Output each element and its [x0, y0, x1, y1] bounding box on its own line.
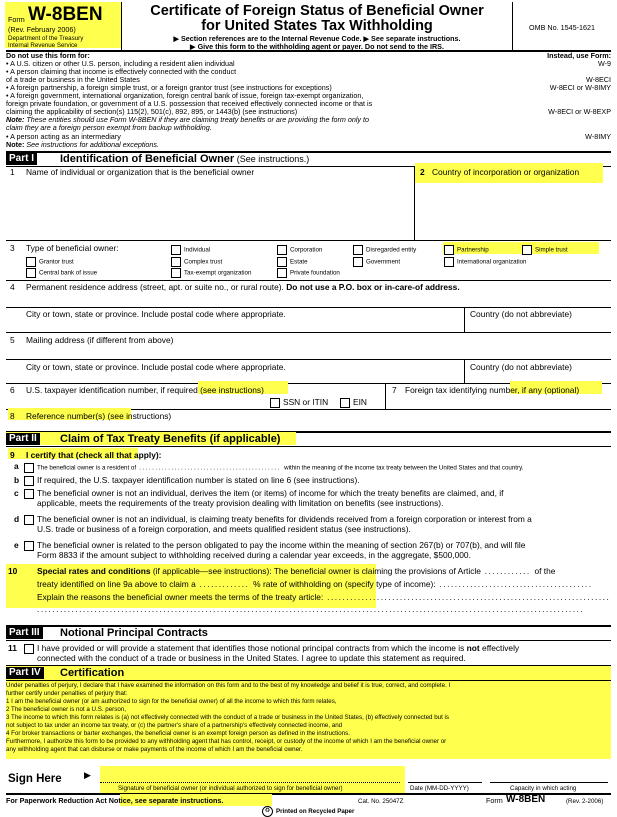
date-field[interactable]: [408, 770, 482, 783]
line-9a: The beneficial owner is a resident of ............................................ within the meaning of the income tax treaty between the United States and that country.: [24, 463, 523, 473]
certification-line-4: 2 The beneficial owner is not a U.S. person,: [6, 706, 126, 713]
line-4-number: 4: [10, 282, 15, 292]
type-partnership[interactable]: Partnership: [444, 245, 489, 255]
footer-form-word: Form: [486, 796, 503, 805]
line-1-label: Name of individual or organization that is the beneficial owner: [26, 167, 255, 177]
country-of-residence-field[interactable]: ............................................: [136, 464, 285, 472]
type-tax-exempt-organization[interactable]: Tax-exempt organization: [171, 268, 251, 278]
line-11-number: 11: [8, 643, 17, 653]
exclusion-5-form: W-8IMY: [585, 132, 611, 141]
line-9b-letter: b: [14, 475, 20, 485]
form-title-line1: Certificate of Foreign Status of Beneficial Owner: [150, 3, 484, 19]
mailing-address-field[interactable]: [20, 345, 608, 359]
country-label: Country (do not abbreviate): [470, 309, 572, 319]
city-field[interactable]: [20, 319, 460, 331]
exclusion-3-form: W-8ECI or W-8IMY: [549, 83, 611, 92]
certification-line-2: further certify under penalties of perjury that:: [6, 690, 128, 697]
part-4-title: Certification: [60, 667, 125, 679]
line-4-label: Permanent residence address (street, apt. or suite no., or rural route). Do not use a P.O. box or in-care-of address.: [26, 282, 460, 292]
city-label: City or town, state or province. Include postal code where appropriate.: [26, 309, 286, 319]
line-9d-letter: d: [14, 514, 20, 524]
arrow-right-icon: ▶: [84, 770, 91, 780]
line-8-label: Reference number(s) (see instructions): [26, 411, 172, 421]
exclusion-2: • A person claiming that income is effectively connected with the conduct: [6, 67, 237, 76]
instead-use-heading: Instead, use Form:: [547, 51, 611, 60]
income-type-field[interactable]: ........................................: [435, 579, 593, 589]
line-5-label: Mailing address (if different from above): [26, 335, 174, 345]
type-government[interactable]: Government: [353, 257, 400, 267]
certification-line-5: 3 The income to which this form relates is (a) not effectively connected with the conduct of a trade or business in the United States, (b) effectively connected but is: [6, 714, 449, 721]
ssn-option[interactable]: SSN or ITIN: [270, 397, 328, 408]
type-private-foundation[interactable]: Private foundation: [277, 268, 340, 278]
line-9-label: I certify that (check all that apply):: [26, 450, 162, 460]
exclusion-3: • A foreign partnership, a foreign simple trust, or a foreign grantor trust (see instructions for exceptions): [6, 83, 332, 92]
line-9d-cont: U.S. trade or business of a foreign corporation, and meets qualified resident status (see instructions).: [37, 524, 411, 534]
certification-line-7: 4 For broker transactions or barter exchanges, the beneficial owner is an exempt foreign person as defined in the instructions.: [6, 730, 350, 737]
ein-option[interactable]: EIN: [340, 397, 367, 408]
checkbox[interactable]: [522, 245, 532, 255]
line-9c-letter: c: [14, 488, 19, 498]
certification-line-1: Under penalties of perjury, I declare that I have examined the information on this form and to the best of my knowledge and belief it is true, correct, and complete. I: [6, 682, 451, 689]
line-6-number: 6: [10, 385, 15, 395]
line-10-explain: Explain the reasons the beneficial owner meets the terms of the treaty article: ..........................................................................: [37, 592, 611, 602]
checkbox[interactable]: [444, 257, 454, 267]
type-estate[interactable]: Estate: [277, 257, 308, 267]
certification-line-9: any withholding agent that can disburse or make payments of the income of which I am the beneficial owner.: [6, 746, 303, 753]
line-11: I have provided or will provide a statement that identifies those notional principal contracts from which the income is not effectively: [24, 643, 519, 654]
checkbox-9b[interactable]: [24, 476, 34, 486]
line-9e: The beneficial owner is related to the person obligated to pay the income within the meaning of section 267(b) or 707(b), and will file: [24, 540, 525, 551]
part-2-label: Part II: [6, 433, 40, 445]
line-9b: If required, the U.S. taxpayer identification number is stated on line 6 (see instructions).: [24, 475, 360, 486]
checkbox[interactable]: [171, 245, 181, 255]
exclusion-2-form: W-8ECI: [585, 75, 611, 84]
checkbox[interactable]: [277, 268, 287, 278]
type-complex-trust[interactable]: Complex trust: [171, 257, 222, 267]
certification-line-6: not subject to tax under an income tax treaty, or (c) the partner's share of a partnership's effectively connected income, and: [6, 722, 343, 729]
checkbox[interactable]: [353, 245, 363, 255]
checkbox[interactable]: [270, 398, 280, 408]
checkbox[interactable]: [353, 257, 363, 267]
line-7-number: 7: [392, 385, 397, 395]
line-3-number: 3: [10, 243, 15, 253]
line-9a-letter: a: [14, 461, 19, 471]
section-reference: ▶ Section references are to the Internal Revenue Code. ▶ See separate instructions.: [173, 34, 461, 43]
signature-field[interactable]: [100, 770, 400, 783]
reference-number-field[interactable]: [140, 410, 608, 420]
checkbox[interactable]: [277, 245, 287, 255]
capacity-field[interactable]: [490, 770, 608, 783]
type-international-organization[interactable]: International organization: [444, 257, 527, 267]
exclusion-4-cont1: foreign private foundation, or government of a U.S. possession that received effectively connected income or that is: [6, 99, 373, 108]
exclusion-2-cont: of a trade or business in the United States: [6, 75, 140, 84]
type-central-bank[interactable]: Central bank of issue: [26, 268, 97, 278]
certification-line-8: Furthermore, I authorize this form to be provided to any withholding agent that has control, receipt, or custody of the income of which I am the beneficial owner or: [6, 738, 447, 745]
line-3-label: Type of beneficial owner:: [26, 243, 119, 253]
give-form-instruction: ▶ Give this form to the withholding agent or payer. Do not send to the IRS.: [190, 42, 444, 51]
form-title-line2: for United States Tax Withholding: [201, 18, 433, 34]
recycled-paper-note: Printed on Recycled Paper: [276, 808, 355, 815]
type-individual[interactable]: Individual: [171, 245, 210, 255]
checkbox-9d[interactable]: [24, 515, 34, 525]
part-1-title: Identification of Beneficial Owner (See instructions.): [60, 153, 310, 165]
recycle-icon: ♻: [262, 806, 273, 817]
checkbox[interactable]: [26, 257, 36, 267]
part-4-label: Part IV: [6, 667, 44, 679]
line-8-number: 8: [10, 411, 15, 421]
us-tin-field[interactable]: [20, 396, 260, 408]
type-corporation[interactable]: Corporation: [277, 245, 322, 255]
line-7-label: Foreign tax identifying number, if any (optional): [405, 385, 580, 395]
beneficial-owner-name-field[interactable]: [20, 177, 410, 227]
part-2-title: Claim of Tax Treaty Benefits (if applicable): [60, 433, 281, 445]
sign-here-label: Sign Here: [8, 773, 62, 785]
explanation-field[interactable]: ..........................................................................: [323, 592, 611, 602]
part-1-label: Part I: [6, 153, 37, 165]
line-10-label: Special rates and conditions (if applicable—see instructions): The beneficial owner is claiming the provisions of Article ............ of the: [37, 566, 556, 576]
line-2-number: 2: [420, 167, 425, 177]
checkbox-9a[interactable]: [24, 463, 34, 473]
line-11-cont: connected with the conduct of a trade or business in the United States. I agree to update this statement as required.: [37, 653, 466, 663]
exclusion-5: • A person acting as an intermediary: [6, 132, 121, 141]
exclusion-1: • A U.S. citizen or other U.S. person, including a resident alien individual: [6, 59, 235, 68]
intro-note-1-cont: claim they are a foreign person exempt from backup withholding.: [6, 123, 212, 132]
line-1-number: 1: [10, 167, 15, 177]
checkbox[interactable]: [171, 268, 181, 278]
exclusion-1-form: W-9: [597, 59, 611, 68]
foreign-tin-field[interactable]: [390, 396, 608, 408]
intro-note-2: Note: See instructions for additional exceptions.: [6, 140, 160, 149]
permanent-address-field[interactable]: [20, 292, 608, 306]
form-word: Form: [8, 15, 25, 24]
signature-caption: Signature of beneficial owner (or individual authorized to sign for beneficial owner): [118, 785, 343, 792]
exclusion-4-form: W-8ECI or W-8EXP: [548, 107, 611, 116]
checkbox[interactable]: [340, 398, 350, 408]
checkbox[interactable]: [277, 257, 287, 267]
country-field[interactable]: [466, 319, 608, 331]
withholding-rate-field[interactable]: .............: [195, 579, 254, 589]
catalog-number: Cat. No. 25047Z: [358, 798, 404, 805]
country-label-2: Country (do not abbreviate): [470, 362, 572, 372]
exclusion-4: • A foreign government, international organization, foreign central bank of issue, foreign tax-exempt organization,: [6, 91, 364, 100]
line-9c-cont: applicable, meets the requirements of the treaty provision dealing with limitation on benefits (see instructions).: [37, 498, 444, 508]
checkbox-9e[interactable]: [24, 541, 34, 551]
line-9c: The beneficial owner is not an individual, derives the item (or items) of income for which the treaty benefits are claimed, and, if: [24, 488, 503, 499]
revision-date: (Rev. February 2006): [8, 25, 76, 34]
checkbox-9c[interactable]: [24, 489, 34, 499]
country-of-incorporation-field[interactable]: [416, 184, 610, 239]
capacity-caption: Capacity in which acting: [510, 785, 577, 792]
checkbox[interactable]: [444, 245, 454, 255]
agency: Internal Revenue Service: [8, 42, 78, 49]
line-9-number: 9: [10, 450, 15, 460]
exclusion-4-cont2: claiming the applicability of section(s) 115(2), 501(c), 892, 895, or 1443(b) (see instructions): [6, 107, 298, 116]
checkbox[interactable]: [26, 268, 36, 278]
department: Department of the Treasury: [8, 35, 84, 42]
line-10-number: 10: [8, 566, 18, 576]
paperwork-notice: For Paperwork Reduction Act Notice, see separate instructions.: [6, 796, 224, 805]
line-10-rate: treaty identified on line 9a above to claim a ............. % rate of withholding on (specify type of income): ........................................: [37, 579, 593, 589]
omb-number: OMB No. 1545-1621: [529, 23, 595, 32]
explanation-field-2[interactable]: ...............................................................................................................................................: [37, 604, 585, 614]
line-9e-letter: e: [14, 540, 19, 550]
intro-note-1: Note: These entities should use Form W-8BEN if they are claiming treaty benefits or are providing the form only to: [6, 115, 369, 124]
type-disregarded-entity[interactable]: Disregarded entity: [353, 245, 416, 255]
footer-revision: (Rev. 2-2006): [566, 798, 604, 805]
city-label-2: City or town, state or province. Include postal code where appropriate.: [26, 362, 286, 372]
line-6-label: U.S. taxpayer identification number, if required (see instructions): [26, 385, 264, 395]
do-not-use-heading: Do not use this form for:: [6, 51, 90, 60]
line-9e-cont: Form 8833 if the amount subject to withholding received during a calendar year exceeds, in the aggregate, $500,000.: [37, 550, 471, 560]
checkbox[interactable]: [171, 257, 181, 267]
checkbox-11[interactable]: [24, 644, 34, 654]
type-simple-trust[interactable]: Simple trust: [522, 245, 568, 255]
part-3-label: Part III: [6, 627, 43, 639]
article-number-field[interactable]: ............: [480, 566, 535, 576]
part-3-title: Notional Principal Contracts: [60, 627, 208, 639]
date-caption: Date (MM-DD-YYYY): [410, 785, 469, 792]
line-5-number: 5: [10, 335, 15, 345]
type-grantor-trust[interactable]: Grantor trust: [26, 257, 74, 267]
certification-line-3: 1 I am the beneficial owner (or am authorized to sign for the beneficial owner) of all the income to which this form relates,: [6, 698, 337, 705]
footer-form-number: W-8BEN: [506, 794, 546, 805]
form-number: W-8BEN: [28, 4, 103, 25]
line-9d: The beneficial owner is not an individual, is claiming treaty benefits for dividends received from a foreign corporation or interest from a: [24, 514, 532, 525]
line-2-label: Country of incorporation or organization: [432, 167, 580, 177]
